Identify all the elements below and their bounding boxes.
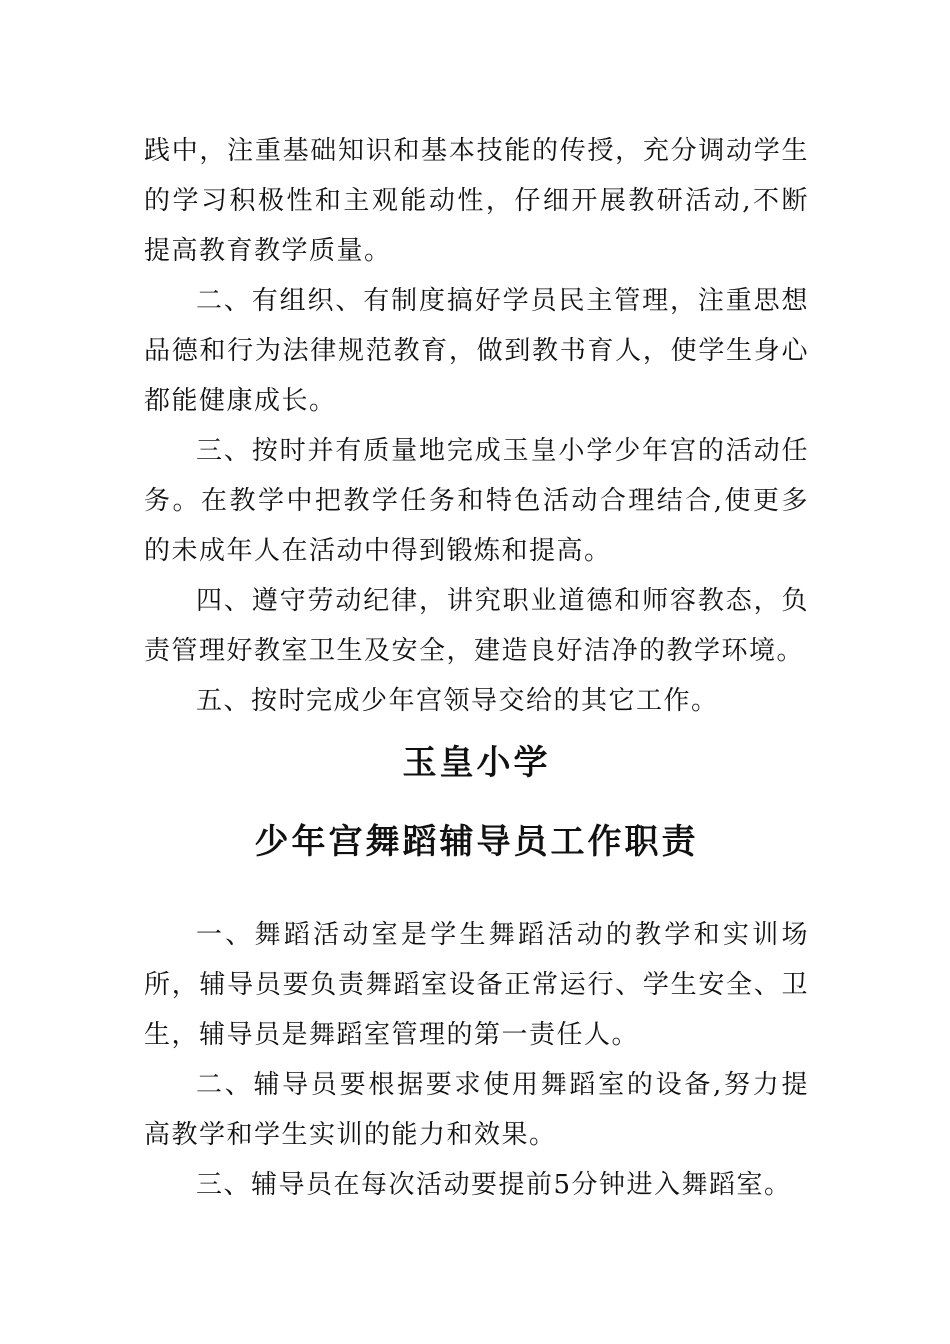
section-two-item-1: 一、舞蹈活动室是学生舞蹈活动的教学和实训场所，辅导员要负责舞蹈室设备正常运行、学生安全、卫生，辅导员是舞蹈室管理的第一责任人。: [144, 920, 809, 1050]
school-name-heading: 玉皇小学: [402, 743, 551, 783]
section-one-item-5: 五、按时完成少年宫领导交给的其它工作。: [196, 686, 719, 716]
duty-title-heading: 少年宫舞蹈辅导员工作职责: [254, 822, 699, 862]
section-two-item-2: 二、辅导员要根据要求使用舞蹈室的设备,努力提高教学和学生实训的能力和效果。: [144, 1070, 809, 1150]
intro-paragraph: 践中，注重基础知识和基本技能的传授，充分调动学生的学习积极性和主观能动性，仔细开展教研活动,不断提高教育教学质量。: [144, 136, 809, 266]
document-body: [144, 126, 809, 1210]
section-one-item-3: 三、按时并有质量地完成玉皇小学少年宫的活动任务。在教学中把教学任务和特色活动合理结合,使更多的未成年人在活动中得到锻炼和提高。: [144, 436, 809, 566]
section-one-item-2: 二、有组织、有制度搞好学员民主管理，注重思想品德和行为法律规范教育，做到教书育人，使学生身心都能健康成长。: [144, 286, 809, 416]
section-two-item-3: 三、辅导员在每次活动要提前5分钟进入舞蹈室。: [196, 1170, 792, 1200]
section-one-item-4: 四、遵守劳动纪律，讲究职业道德和师容教态，负责管理好教室卫生及安全，建造良好洁净的教学环境。: [144, 586, 809, 666]
